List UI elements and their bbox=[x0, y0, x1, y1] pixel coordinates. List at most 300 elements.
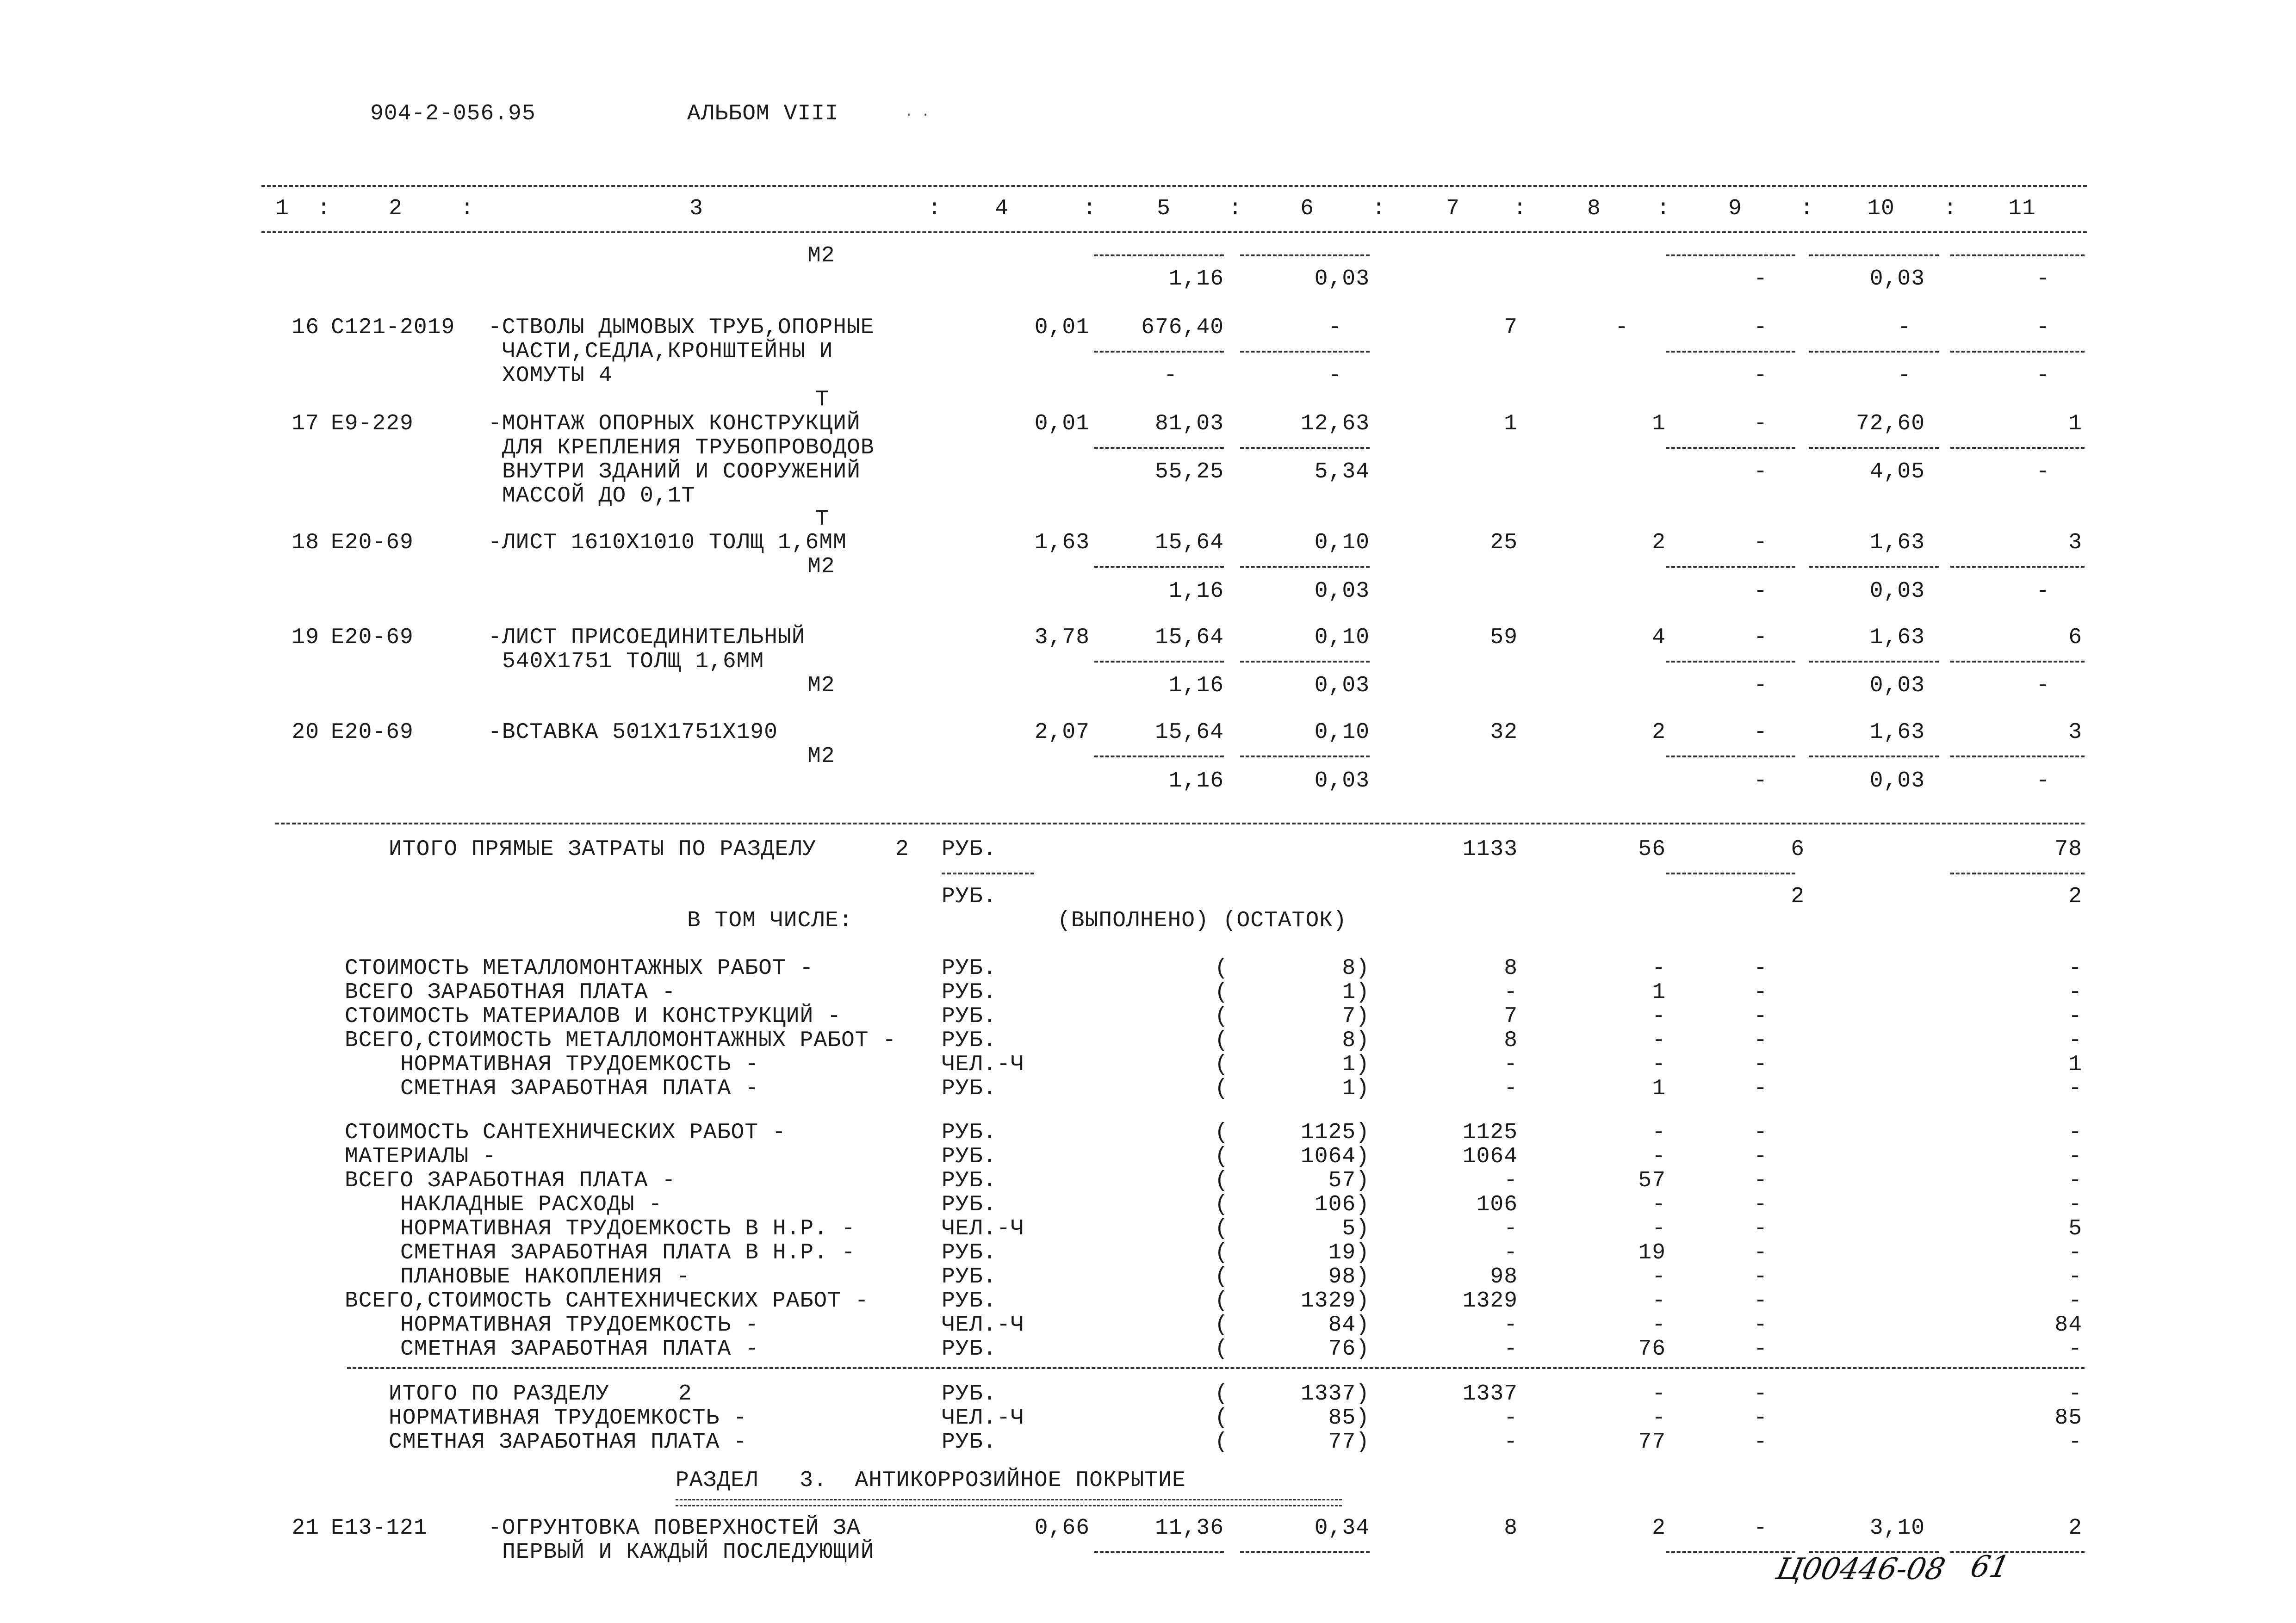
cell-c11b: - bbox=[2036, 673, 2050, 698]
cell-c11: 84 bbox=[2054, 1313, 2082, 1338]
cell-c9: - bbox=[1754, 1313, 1768, 1338]
document-code: 904-2-056.95 bbox=[370, 101, 536, 126]
cell-c8: - bbox=[1652, 1288, 1666, 1313]
cell-rule bbox=[1809, 447, 1939, 449]
unit-label: РУБ. bbox=[942, 980, 997, 1005]
cell-c8: - bbox=[1652, 1052, 1666, 1077]
unit-label: РУБ. bbox=[942, 1240, 997, 1265]
cell-c7: - bbox=[1504, 1406, 1518, 1431]
cell-rule bbox=[1950, 661, 2085, 663]
cell-c6: 0,34 bbox=[1314, 1516, 1370, 1541]
completed-value: 1125) bbox=[1300, 1120, 1370, 1145]
unit-label: РУБ. bbox=[942, 1004, 997, 1029]
cell-c8: 2 bbox=[1652, 720, 1666, 745]
cell-c10: 1,63 bbox=[1869, 530, 1925, 555]
cell-c11: 85 bbox=[2054, 1406, 2082, 1431]
cell-c8: 1 bbox=[1652, 1076, 1666, 1101]
cell-c7: 8 bbox=[1504, 1516, 1518, 1541]
item-description: ХОМУТЫ 4 bbox=[502, 363, 613, 388]
cell-c7: 106 bbox=[1476, 1192, 1518, 1217]
cell-c5b: 1,16 bbox=[1168, 673, 1224, 698]
item-description: -ЛИСТ 1610Х1010 ТОЛЩ 1,6ММ bbox=[488, 530, 847, 555]
cell-rule bbox=[1950, 873, 2085, 874]
cell-c8: 2 bbox=[1652, 1516, 1666, 1541]
unit-label: ЧЕЛ.-Ч bbox=[942, 1216, 1024, 1241]
header-top-rule bbox=[261, 185, 2087, 187]
cell-c10: - bbox=[1897, 315, 1911, 340]
rate-code: Е20-69 bbox=[331, 530, 414, 555]
cell-rule bbox=[1094, 254, 1224, 256]
col-header: 8 bbox=[1587, 196, 1601, 221]
cell-c7: - bbox=[1504, 1337, 1518, 1362]
col-header: : bbox=[1800, 196, 1814, 221]
breakdown-label: НОРМАТИВНАЯ ТРУДОЕМКОСТЬ - bbox=[400, 1313, 759, 1338]
rate-code: Е9-229 bbox=[331, 411, 414, 436]
cell-c7: 1125 bbox=[1462, 1120, 1518, 1145]
cell-rule bbox=[942, 873, 1034, 874]
cell-c7: 1329 bbox=[1462, 1288, 1518, 1313]
col-header: 9 bbox=[1728, 196, 1742, 221]
unit-label: М2 bbox=[807, 673, 835, 698]
cell-c8: - bbox=[1652, 1381, 1666, 1406]
completed-value: 19) bbox=[1328, 1240, 1370, 1265]
unit-label: РУБ. bbox=[942, 1381, 997, 1406]
cell-c7: 1 bbox=[1504, 411, 1518, 436]
cell-c7: - bbox=[1504, 1168, 1518, 1193]
cell-c10b: 0,03 bbox=[1869, 266, 1925, 291]
cell-c4: 1,63 bbox=[1034, 530, 1090, 555]
handwritten-page-number: 61 bbox=[1967, 1550, 2013, 1584]
breakdown-label: МАТЕРИАЛЫ - bbox=[345, 1144, 496, 1169]
cell-c11b: - bbox=[2036, 363, 2050, 388]
cell-c11: - bbox=[2068, 1288, 2082, 1313]
cell-rule bbox=[1666, 566, 1795, 568]
item-description: -ЛИСТ ПРИСОЕДИНИТЕЛЬНЫЙ bbox=[488, 625, 806, 650]
rate-code: Е13-121 bbox=[331, 1516, 428, 1541]
cell-c7: - bbox=[1504, 1240, 1518, 1265]
cell-rule bbox=[1240, 1551, 1370, 1553]
item-description: 540Х1751 ТОЛЩ 1,6ММ bbox=[502, 649, 764, 674]
paren-open: ( bbox=[1215, 1381, 1229, 1406]
cell-c7: 8 bbox=[1504, 1028, 1518, 1053]
unit-label: Т bbox=[815, 507, 829, 532]
cell-c9: - bbox=[1754, 625, 1768, 650]
cell-c11: 2 bbox=[2068, 1516, 2082, 1541]
breakdown-label: СМЕТНАЯ ЗАРАБОТНАЯ ПЛАТА - bbox=[389, 1430, 747, 1455]
cell-rule bbox=[1240, 566, 1370, 568]
breakdown-label: ВСЕГО ЗАРАБОТНАЯ ПЛАТА - bbox=[345, 1168, 676, 1193]
item-description: -МОНТАЖ ОПОРНЫХ КОНСТРУКЦИЙ bbox=[488, 411, 861, 436]
completed-value: 84) bbox=[1328, 1313, 1370, 1338]
paren-open: ( bbox=[1215, 1120, 1229, 1145]
total-label: ИТОГО ПРЯМЫЕ ЗАТРАТЫ ПО РАЗДЕЛУ bbox=[389, 837, 816, 862]
breakdown-label: СТОИМОСТЬ МАТЕРИАЛОВ И КОНСТРУКЦИЙ - bbox=[345, 1004, 841, 1029]
cell-c7: 7 bbox=[1504, 315, 1518, 340]
cell-c11: - bbox=[2068, 1028, 2082, 1053]
unit-label: РУБ. bbox=[942, 1264, 997, 1289]
cell-c11: - bbox=[2068, 1168, 2082, 1193]
paren-open: ( bbox=[1215, 1216, 1229, 1241]
cell-c6: 0,10 bbox=[1314, 720, 1370, 745]
cell-c11: - bbox=[2068, 1004, 2082, 1029]
cell-c7: - bbox=[1504, 1076, 1518, 1101]
cell-c11b: - bbox=[2036, 579, 2050, 604]
unit-label: РУБ. bbox=[942, 884, 997, 909]
cell-rule bbox=[1094, 661, 1224, 663]
unit-label: РУБ. bbox=[942, 956, 997, 981]
cell-c10: 1,63 bbox=[1869, 625, 1925, 650]
cell-c10b: 4,05 bbox=[1869, 459, 1925, 484]
paren-open: ( bbox=[1215, 1240, 1229, 1265]
cell-c7: 32 bbox=[1490, 720, 1518, 745]
cell-rule bbox=[1950, 756, 2085, 757]
unit-label: Т bbox=[815, 387, 829, 412]
cell-c7: - bbox=[1504, 1430, 1518, 1455]
unit-label: РУБ. bbox=[942, 1168, 997, 1193]
cell-rule bbox=[1666, 447, 1795, 449]
cell-c9: - bbox=[1754, 1144, 1768, 1169]
breakdown-label: СМЕТНАЯ ЗАРАБОТНАЯ ПЛАТА - bbox=[400, 1337, 759, 1362]
cell-c11: - bbox=[2068, 1076, 2082, 1101]
cell-c5: 81,03 bbox=[1154, 411, 1224, 436]
paren-open: ( bbox=[1215, 1144, 1229, 1169]
cell-c6b: 0,03 bbox=[1314, 673, 1370, 698]
cell-c6: 12,63 bbox=[1300, 411, 1370, 436]
col-header: : bbox=[1229, 196, 1242, 221]
cell-rule bbox=[1950, 447, 2085, 449]
cell-c9: - bbox=[1754, 315, 1768, 340]
cell-rule bbox=[1240, 756, 1370, 757]
completed-value: 7) bbox=[1342, 1004, 1370, 1029]
cell-c9b: - bbox=[1754, 363, 1768, 388]
unit-label: М2 bbox=[807, 744, 835, 769]
cell-c11: 6 bbox=[2068, 625, 2082, 650]
album-title: АЛЬБОМ VIII bbox=[687, 101, 839, 126]
cell-c8: - bbox=[1615, 315, 1629, 340]
cell-rule bbox=[1666, 1551, 1795, 1553]
col-header: : bbox=[317, 196, 331, 221]
col-header: : bbox=[460, 196, 474, 221]
cell-c8: - bbox=[1652, 1004, 1666, 1029]
col-header: : bbox=[1083, 196, 1097, 221]
paren-open: ( bbox=[1215, 1264, 1229, 1289]
cell-rule bbox=[1666, 873, 1795, 874]
col-header: : bbox=[1513, 196, 1527, 221]
cell-rule bbox=[1950, 351, 2085, 353]
cell-c10: 72,60 bbox=[1855, 411, 1925, 436]
unit-label: РУБ. bbox=[942, 837, 997, 862]
item-description: ДЛЯ КРЕПЛЕНИЯ ТРУБОПРОВОДОВ bbox=[502, 435, 875, 460]
unit-label: ЧЕЛ.-Ч bbox=[942, 1313, 1024, 1338]
cell-c5b: 55,25 bbox=[1154, 459, 1224, 484]
section-number: 2 bbox=[895, 837, 909, 862]
cell-rule bbox=[1094, 566, 1224, 568]
paren-open: ( bbox=[1215, 1313, 1229, 1338]
cell-c11: 1 bbox=[2068, 1052, 2082, 1077]
rate-code: Е20-69 bbox=[331, 720, 414, 745]
section-rule bbox=[275, 823, 2085, 824]
breakdown-label: СМЕТНАЯ ЗАРАБОТНАЯ ПЛАТА В Н.Р. - bbox=[400, 1240, 856, 1265]
cell-c9: - bbox=[1754, 1120, 1768, 1145]
row-number: 19 bbox=[292, 625, 319, 650]
cell-c8: 76 bbox=[1638, 1337, 1666, 1362]
breakdown-label: НАКЛАДНЫЕ РАСХОДЫ - bbox=[400, 1192, 663, 1217]
section-title: РАЗДЕЛ 3. АНТИКОРРОЗИЙНОЕ ПОКРЫТИЕ bbox=[676, 1468, 1186, 1493]
row-number: 18 bbox=[292, 530, 319, 555]
cell-c11: - bbox=[2068, 1144, 2082, 1169]
cell-c9: - bbox=[1754, 530, 1768, 555]
cell-c10b: - bbox=[1897, 363, 1911, 388]
cell-c8: - bbox=[1652, 956, 1666, 981]
rate-code: С121-2019 bbox=[331, 315, 455, 340]
breakdown-label: ПЛАНОВЫЕ НАКОПЛЕНИЯ - bbox=[400, 1264, 690, 1289]
row-number: 17 bbox=[292, 411, 319, 436]
completed-value: 1) bbox=[1342, 1052, 1370, 1077]
col-header: 5 bbox=[1157, 196, 1171, 221]
cell-c9: - bbox=[1754, 1240, 1768, 1265]
paren-open: ( bbox=[1215, 1028, 1229, 1053]
cell-rule bbox=[1094, 447, 1224, 449]
unit-label: РУБ. bbox=[942, 1144, 997, 1169]
col-header: : bbox=[928, 196, 942, 221]
cell-c11: - bbox=[2036, 315, 2050, 340]
col-header: 4 bbox=[995, 196, 1009, 221]
breakdown-label: НОРМАТИВНАЯ ТРУДОЕМКОСТЬ - bbox=[389, 1406, 747, 1431]
cell-c8: - bbox=[1652, 1264, 1666, 1289]
cell-c11: - bbox=[2068, 956, 2082, 981]
cell-c6b: 0,03 bbox=[1314, 266, 1370, 291]
cell-c11b: - bbox=[2036, 266, 2050, 291]
item-description: -СТВОЛЫ ДЫМОВЫХ ТРУБ,ОПОРНЫЕ bbox=[488, 315, 875, 340]
cell-c8: 56 bbox=[1638, 837, 1666, 862]
unit-label: РУБ. bbox=[942, 1076, 997, 1101]
completed-value: 1064) bbox=[1300, 1144, 1370, 1169]
cell-c8: 77 bbox=[1638, 1430, 1666, 1455]
breakdown-label: СМЕТНАЯ ЗАРАБОТНАЯ ПЛАТА - bbox=[400, 1076, 759, 1101]
cell-c4: 3,78 bbox=[1034, 625, 1090, 650]
cell-rule bbox=[1809, 756, 1939, 757]
cell-c7: 1337 bbox=[1462, 1381, 1518, 1406]
cell-c11: 2 bbox=[2068, 884, 2082, 909]
col-header: : bbox=[1372, 196, 1386, 221]
completed-value: 5) bbox=[1342, 1216, 1370, 1241]
row-number: 21 bbox=[292, 1516, 319, 1541]
cell-c11: - bbox=[2068, 1264, 2082, 1289]
cell-rule bbox=[1950, 1551, 2085, 1553]
unit-label: РУБ. bbox=[942, 1337, 997, 1362]
unit-label: РУБ. bbox=[942, 1288, 997, 1313]
breakdown-label: СТОИМОСТЬ МЕТАЛЛОМОНТАЖНЫХ РАБОТ - bbox=[345, 956, 814, 981]
paren-open: ( bbox=[1215, 1052, 1229, 1077]
cell-c9: - bbox=[1754, 1168, 1768, 1193]
cell-c9: - bbox=[1754, 1192, 1768, 1217]
unit-label: РУБ. bbox=[942, 1430, 997, 1455]
including-columns: (ВЫПОЛНЕНО) (ОСТАТОК) bbox=[1057, 908, 1347, 933]
cell-c9: - bbox=[1754, 1516, 1768, 1541]
cell-c9: 6 bbox=[1791, 837, 1805, 862]
cell-c9: 2 bbox=[1791, 884, 1805, 909]
cell-c9: - bbox=[1754, 1028, 1768, 1053]
row-number: 20 bbox=[292, 720, 319, 745]
cell-rule bbox=[1666, 661, 1795, 663]
item-description: ЧАСТИ,СЕДЛА,КРОНШТЕЙНЫ И bbox=[502, 339, 833, 364]
col-header: 3 bbox=[689, 196, 703, 221]
breakdown-label: НОРМАТИВНАЯ ТРУДОЕМКОСТЬ В Н.Р. - bbox=[400, 1216, 856, 1241]
unit-label: РУБ. bbox=[942, 1192, 997, 1217]
cell-c6: 0,10 bbox=[1314, 625, 1370, 650]
cell-c8: 19 bbox=[1638, 1240, 1666, 1265]
cell-c5: 15,64 bbox=[1154, 720, 1224, 745]
cell-c9b: - bbox=[1754, 768, 1768, 793]
cell-c8: 1 bbox=[1652, 980, 1666, 1005]
cell-c11b: - bbox=[2036, 459, 2050, 484]
cell-c11: 3 bbox=[2068, 720, 2082, 745]
rate-code: Е20-69 bbox=[331, 625, 414, 650]
cell-c10b: 0,03 bbox=[1869, 768, 1925, 793]
unit-label: ЧЕЛ.-Ч bbox=[942, 1052, 1024, 1077]
item-description: МАССОЙ ДО 0,1Т bbox=[502, 483, 695, 508]
completed-value: 77) bbox=[1328, 1430, 1370, 1455]
paren-open: ( bbox=[1215, 1192, 1229, 1217]
including-label: В ТОМ ЧИСЛЕ: bbox=[687, 908, 853, 933]
unit-label: М2 bbox=[807, 554, 835, 579]
cell-c11: - bbox=[2068, 1337, 2082, 1362]
paren-open: ( bbox=[1215, 1406, 1229, 1431]
breakdown-label: ВСЕГО,СТОИМОСТЬ САНТЕХНИЧЕСКИХ РАБОТ - bbox=[345, 1288, 869, 1313]
cell-rule bbox=[1240, 254, 1370, 256]
cell-c11: - bbox=[2068, 1120, 2082, 1145]
col-header: 6 bbox=[1300, 196, 1314, 221]
cell-c7: - bbox=[1504, 980, 1518, 1005]
completed-value: 1) bbox=[1342, 1076, 1370, 1101]
cell-c6b: - bbox=[1328, 363, 1342, 388]
cell-c9b: - bbox=[1754, 266, 1768, 291]
completed-value: 57) bbox=[1328, 1168, 1370, 1193]
cell-c9: - bbox=[1754, 1076, 1768, 1101]
paren-open: ( bbox=[1215, 980, 1229, 1005]
cell-rule bbox=[1809, 661, 1939, 663]
unit-label: ЧЕЛ.-Ч bbox=[942, 1406, 1024, 1431]
completed-value: 76) bbox=[1328, 1337, 1370, 1362]
cell-c10: 3,10 bbox=[1869, 1516, 1925, 1541]
cell-c5b: 1,16 bbox=[1168, 768, 1224, 793]
cell-c9: - bbox=[1754, 1381, 1768, 1406]
cell-c11: - bbox=[2068, 1192, 2082, 1217]
cell-rule bbox=[1094, 351, 1224, 353]
completed-value: 85) bbox=[1328, 1406, 1370, 1431]
cell-c9: - bbox=[1754, 1337, 1768, 1362]
cell-c7: 7 bbox=[1504, 1004, 1518, 1029]
row-number: 16 bbox=[292, 315, 319, 340]
cell-c4: 0,01 bbox=[1034, 411, 1090, 436]
cell-c10b: 0,03 bbox=[1869, 579, 1925, 604]
breakdown-label: ВСЕГО,СТОИМОСТЬ МЕТАЛЛОМОНТАЖНЫХ РАБОТ - bbox=[345, 1028, 897, 1053]
col-header: 7 bbox=[1446, 196, 1460, 221]
cell-rule bbox=[1809, 566, 1939, 568]
cell-c11: 78 bbox=[2054, 837, 2082, 862]
cell-c7: 25 bbox=[1490, 530, 1518, 555]
cell-c8: - bbox=[1652, 1216, 1666, 1241]
cell-rule bbox=[1240, 351, 1370, 353]
cell-c9b: - bbox=[1754, 459, 1768, 484]
cell-c9: - bbox=[1754, 1004, 1768, 1029]
cell-c9: - bbox=[1754, 411, 1768, 436]
cell-c11b: - bbox=[2036, 768, 2050, 793]
cell-c7: - bbox=[1504, 1313, 1518, 1338]
paren-open: ( bbox=[1215, 956, 1229, 981]
col-header: : bbox=[1657, 196, 1670, 221]
unit-label: РУБ. bbox=[942, 1120, 997, 1145]
cell-rule bbox=[1094, 1551, 1224, 1553]
cell-c7: - bbox=[1504, 1052, 1518, 1077]
cell-c5: 15,64 bbox=[1154, 530, 1224, 555]
unit-label: М2 bbox=[807, 243, 835, 268]
cell-c7: 8 bbox=[1504, 956, 1518, 981]
cell-c7: 98 bbox=[1490, 1264, 1518, 1289]
breakdown-rule bbox=[347, 1367, 2085, 1369]
cell-c9b: - bbox=[1754, 579, 1768, 604]
breakdown-label: ВСЕГО ЗАРАБОТНАЯ ПЛАТА - bbox=[345, 980, 676, 1005]
cell-c4: 0,01 bbox=[1034, 315, 1090, 340]
cell-c8: - bbox=[1652, 1120, 1666, 1145]
paren-open: ( bbox=[1215, 1004, 1229, 1029]
cell-c5b: 1,16 bbox=[1168, 579, 1224, 604]
cell-c9: - bbox=[1754, 1052, 1768, 1077]
cell-c7: 1064 bbox=[1462, 1144, 1518, 1169]
paren-open: ( bbox=[1215, 1168, 1229, 1193]
cell-c7: 59 bbox=[1490, 625, 1518, 650]
unit-label: РУБ. bbox=[942, 1028, 997, 1053]
cell-c4: 0,66 bbox=[1034, 1516, 1090, 1541]
paren-open: ( bbox=[1215, 1430, 1229, 1455]
cell-c5: 11,36 bbox=[1154, 1516, 1224, 1541]
cell-rule bbox=[1240, 661, 1370, 663]
cell-c11: - bbox=[2068, 1430, 2082, 1455]
completed-value: 8) bbox=[1342, 1028, 1370, 1053]
item-description: -ВСТАВКА 501Х1751Х190 bbox=[488, 720, 778, 745]
cell-c9: - bbox=[1754, 980, 1768, 1005]
section-title-underline bbox=[676, 1499, 1342, 1506]
col-header: 11 bbox=[2008, 196, 2036, 221]
cell-c11: 1 bbox=[2068, 411, 2082, 436]
cell-c6b: 5,34 bbox=[1314, 459, 1370, 484]
cell-rule bbox=[1809, 351, 1939, 353]
cell-c8: 57 bbox=[1638, 1168, 1666, 1193]
breakdown-label: ИТОГО ПО РАЗДЕЛУ 2 bbox=[389, 1381, 692, 1406]
completed-value: 1329) bbox=[1300, 1288, 1370, 1313]
cell-c9: - bbox=[1754, 1288, 1768, 1313]
item-description: ВНУТРИ ЗДАНИЙ И СООРУЖЕНИЙ bbox=[502, 459, 861, 484]
cell-c8: - bbox=[1652, 1406, 1666, 1431]
completed-value: 98) bbox=[1328, 1264, 1370, 1289]
handwritten-stamp: Ц00446-08 bbox=[1773, 1552, 1948, 1586]
col-header: : bbox=[1943, 196, 1957, 221]
cell-rule bbox=[1809, 254, 1939, 256]
col-header: 2 bbox=[389, 196, 403, 221]
cell-rule bbox=[1094, 756, 1224, 757]
item-description: ПЕРВЫЙ И КАЖДЫЙ ПОСЛЕДУЮЩИЙ bbox=[502, 1540, 875, 1565]
cell-c10b: 0,03 bbox=[1869, 673, 1925, 698]
completed-value: 1) bbox=[1342, 980, 1370, 1005]
cell-c5b: 1,16 bbox=[1168, 266, 1224, 291]
cell-c11: 5 bbox=[2068, 1216, 2082, 1241]
paren-open: ( bbox=[1215, 1288, 1229, 1313]
cell-c8: - bbox=[1652, 1313, 1666, 1338]
cell-c9: - bbox=[1754, 1406, 1768, 1431]
scan-speck: · · bbox=[905, 107, 930, 123]
cell-rule bbox=[1240, 447, 1370, 449]
paren-open: ( bbox=[1215, 1337, 1229, 1362]
